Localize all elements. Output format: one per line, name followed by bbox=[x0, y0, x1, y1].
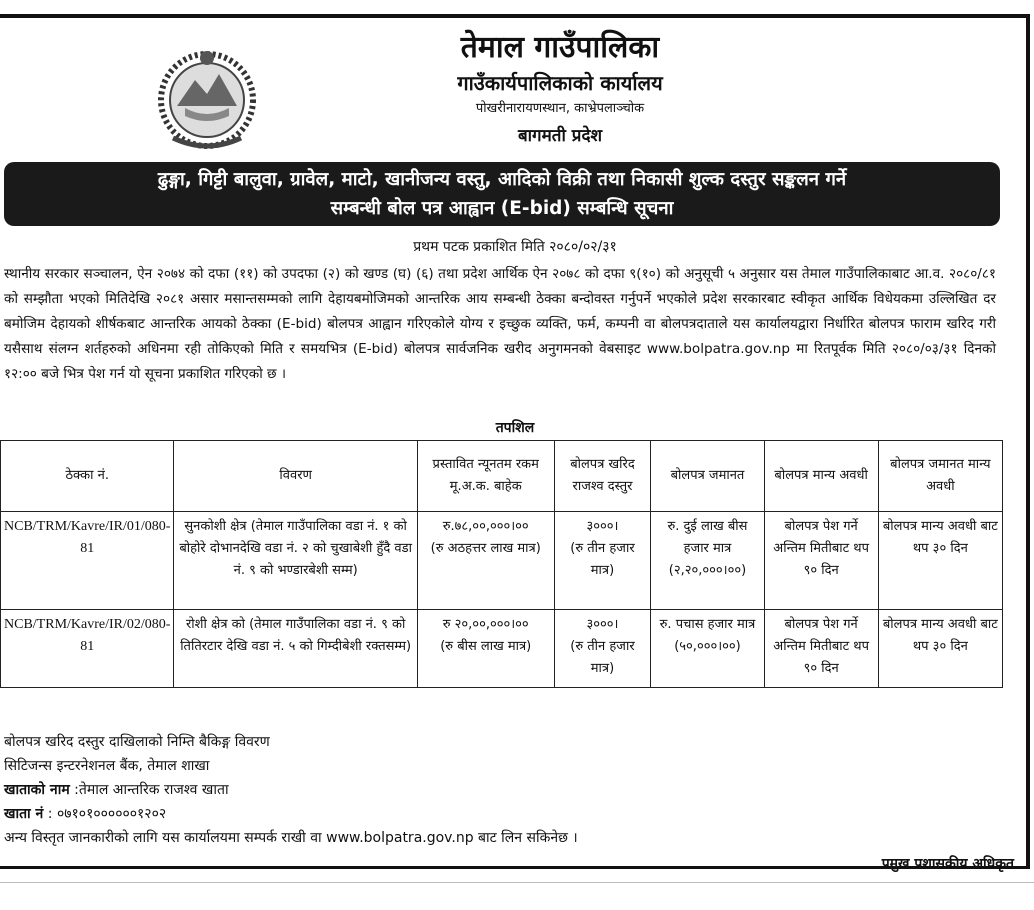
fee-figure: ३०००। bbox=[586, 519, 619, 534]
bid-bond bbox=[651, 512, 764, 610]
table-row bbox=[1, 610, 1003, 688]
bond-figure: (५०,०००।००) bbox=[674, 639, 741, 654]
more-info: अन्य विस्तृत जानकारीको लागि यस कार्यालयमा सम्पर्क राखी वा www.bolpatra.gov.np बाट लिन सकिनेछ । bbox=[4, 830, 578, 846]
bid-validity: बोलपत्र पेश गर्ने अन्तिम मितीबाट थप ९० दिन bbox=[764, 610, 878, 688]
account-no-label: खाता नं bbox=[4, 806, 44, 822]
bank-details bbox=[4, 730, 270, 826]
signatory-title: प्रमुख प्रशासकीय अधिकृत bbox=[881, 856, 1014, 872]
contract-description: सुनकोशी क्षेत्र (तेमाल गाउँपालिका वडा नं. १ को बोहोरे दोभानदेखि वडा नं. २ को चुखाबेशी हुँदै वडा नं. ९ को भण्डारबेशी सम्म) bbox=[174, 512, 417, 610]
col-header-bond: बोलपत्र जमानत bbox=[651, 441, 764, 512]
table-header-row bbox=[1, 441, 1003, 512]
col-header-description: विवरण bbox=[174, 441, 417, 512]
amount-figure: रु.७८,००,०००।०० bbox=[442, 519, 529, 534]
fee-words: (रु तीन हजार मात्र) bbox=[570, 541, 635, 578]
tender-table bbox=[0, 440, 1003, 688]
fee-words: (रु तीन हजार मात्र) bbox=[570, 639, 635, 676]
bond-validity: बोलपत्र मान्य अवधी बाट थप ३० दिन bbox=[878, 512, 1002, 610]
office-name: गाउँकार्यपालिकाको कार्यालय bbox=[457, 71, 663, 95]
contract-description: रोशी क्षेत्र को (तेमाल गाउँपालिका वडा नं. ९ को तितिरटार देखि वडा नं. ५ को गिम्दीबेशी रक्तसम्म) bbox=[174, 610, 417, 688]
col-header-validity: बोलपत्र मान्य अवधी bbox=[764, 441, 878, 512]
col-header-bond-validity: बोलपत्र जमानत मान्य अवधी bbox=[878, 441, 1002, 512]
notice-body: स्थानीय सरकार सञ्चालन, ऐन २०७४ को दफा (११) को उपदफा (२) को खण्ड (घ) (६) तथा प्रदेश आर्थिक ऐन २०७८ को दफा ९(१०) को अनुसूची ५ अनुसार यस तेमाल गाउँपालिकाबाट आ.व. २०८०/८१ को सम्झौता भएको मितिदेखि २०८१ असार मसान्तसम्मको लागि देहायबमोजिमको आन्तरिक आय सम्बन्धी ठेक्का बन्दोवस्त गर्नुपर्ने भएकोले प्रदेश सरकारबाट स्वीकृत आर्थिक विधेयकमा उल्लिखित दर बमोजिम देहायको शीर्षकबाट आन्तरिक आयको ठेक्का (E-bid) बोलपत्र आह्वान गरिएकोले योग्य र इच्छुक व्यक्ति, फर्म, कम्पनी वा बोलपत्रदाताले यस कार्यालयद्वारा निर्धारित बोलपत्र फाराम खरिद गरी यसैसाथ संलग्न शर्तहरुको अधिनमा रही तोकिएको मिति र समयभित्र (E-bid) बोलपत्र सार्वजनिक खरीद अनुगमनको वेबसाइट www.bolpatra.gov.np मा रितपूर्वक मिति २०८०/०३/३१ दिनको १२:०० बजे भित्र पेश गर्न यो सूचना प्रकाशित गरिएको छ । bbox=[4, 266, 996, 382]
bank-line2: सिटिजन्स इन्टरनेशनल बैंक, तेमाल शाखा bbox=[4, 758, 210, 774]
contract-id: NCB/TRM/Kavre/IR/02/080-81 bbox=[1, 610, 174, 688]
col-header-fee: बोलपत्र खरिद राजश्व दस्तुर bbox=[554, 441, 651, 512]
notice-title-line2: सम्बन्धी बोल पत्र आह्वान (E-bid) सम्बन्धि सूचना bbox=[330, 198, 674, 219]
amount-figure: रु २०,००,०००।०० bbox=[442, 617, 529, 632]
account-name-label: खाताको नाम bbox=[4, 782, 70, 798]
nepal-emblem-icon bbox=[155, 46, 259, 156]
bond-validity: बोलपत्र मान्य अवधी बाट थप ३० दिन bbox=[878, 610, 1002, 688]
province-name: बागमती प्रदेश bbox=[517, 126, 603, 146]
schedule-title: तपशिल bbox=[495, 420, 535, 436]
bid-bond bbox=[651, 610, 764, 688]
bond-words: रु. पचास हजार मात्र bbox=[659, 617, 756, 632]
account-name-row bbox=[4, 778, 270, 802]
account-name-value: :तेमाल आन्तरिक राजश्व खाता bbox=[74, 782, 229, 798]
table-row bbox=[1, 512, 1003, 610]
bank-line1: बोलपत्र खरिद दस्तुर दाखिलाको निम्ति बैकिङ्ग विवरण bbox=[4, 734, 270, 750]
notice-page bbox=[0, 14, 1030, 872]
published-date: प्रथम पटक प्रकाशित मिति २०८०/०२/३१ bbox=[413, 239, 617, 255]
footer-divider bbox=[0, 882, 1034, 883]
contract-amount bbox=[417, 512, 554, 610]
fee-figure: ३०००। bbox=[586, 617, 619, 632]
account-no-value: : ०७१०१००००००१२०२ bbox=[47, 806, 167, 822]
purchase-fee bbox=[554, 610, 651, 688]
bid-validity: बोलपत्र पेश गर्ने अन्तिम मितीबाट थप ९० दिन bbox=[764, 512, 878, 610]
office-address: पोखरीनारायणस्थान, काभ्रेपलाञ्चोक bbox=[475, 101, 645, 116]
municipality-name: तेमाल गाउँपालिका bbox=[460, 30, 660, 65]
bond-figure: (२,२०,०००।००) bbox=[668, 563, 747, 578]
contract-id: NCB/TRM/Kavre/IR/01/080-81 bbox=[1, 512, 174, 610]
notice-title-line1: ढुङ्गा, गिट्टी बालुवा, ग्रावेल, माटो, खानीजन्य वस्तु, आदिको विक्री तथा निकासी शुल्क दस्तुर सङ्कलन गर्ने bbox=[157, 169, 847, 190]
col-header-amount: प्रस्तावित न्यूनतम रकम मू.अ.क. बाहेक bbox=[417, 441, 554, 512]
contract-amount bbox=[417, 610, 554, 688]
notice-title-banner bbox=[4, 162, 1000, 226]
amount-words: (रु अठहत्तर लाख मात्र) bbox=[430, 541, 541, 556]
account-no-row bbox=[4, 802, 270, 826]
amount-words: (रु बीस लाख मात्र) bbox=[440, 639, 532, 654]
office-header bbox=[300, 28, 820, 150]
col-header-id: ठेक्का नं. bbox=[1, 441, 174, 512]
bond-words: रु. दुई लाख बीस हजार मात्र bbox=[667, 519, 748, 556]
purchase-fee bbox=[554, 512, 651, 610]
